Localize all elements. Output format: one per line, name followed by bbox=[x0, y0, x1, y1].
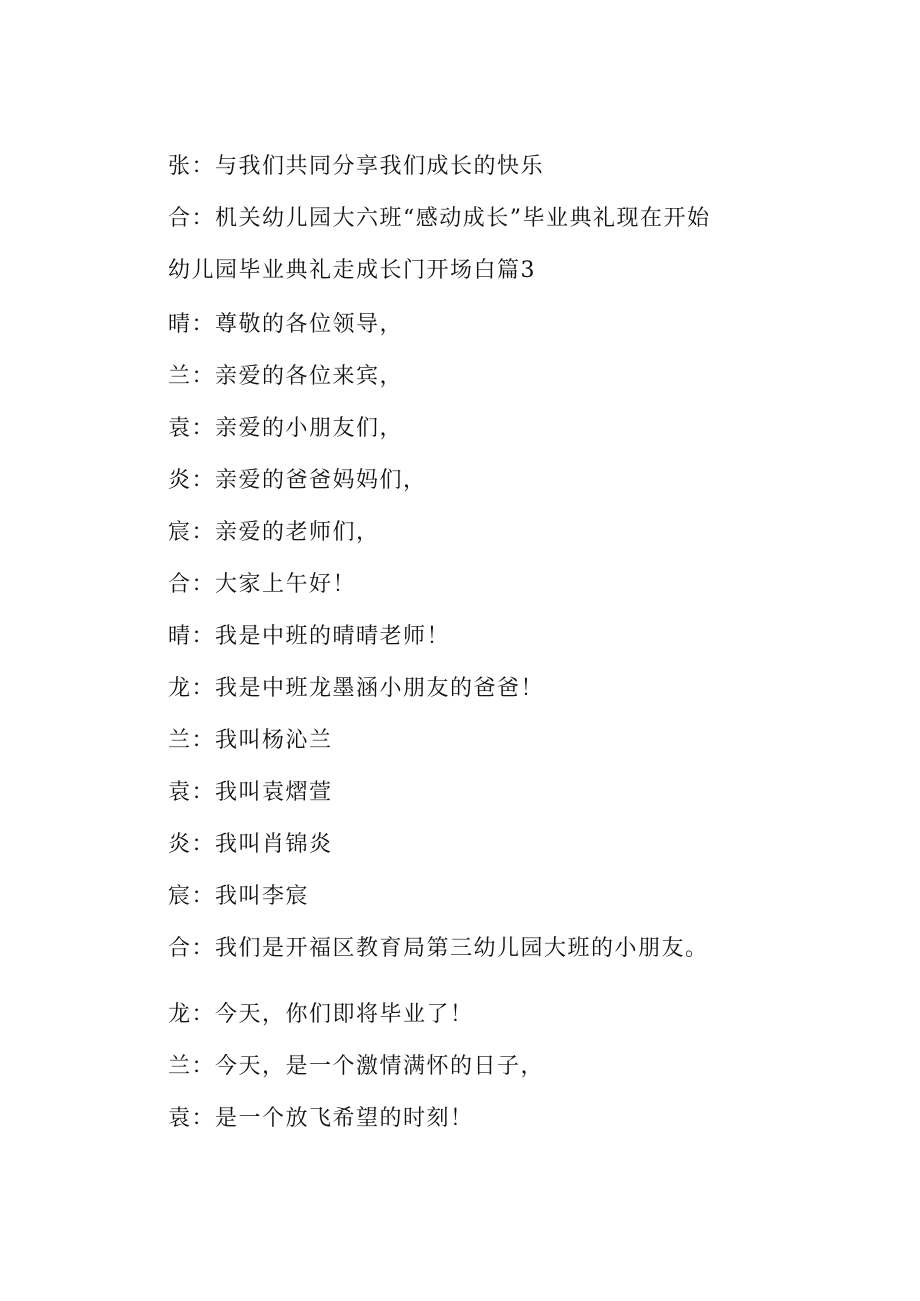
text-line: 炎：亲爱的爸爸妈妈们， bbox=[168, 468, 427, 493]
text-line: 张：与我们共同分享我们成长的快乐 bbox=[168, 154, 545, 179]
text-line: 兰：亲爱的各位来宾， bbox=[168, 364, 404, 389]
text-line: 宸：亲爱的老师们， bbox=[168, 520, 380, 545]
text-line: 合：机关幼儿园大六班“感动成长”毕业典礼现在开始 bbox=[168, 206, 711, 231]
text-line: 龙：我是中班龙墨涵小朋友的爸爸！ bbox=[168, 676, 545, 701]
text-line: 兰：我叫杨沁兰 bbox=[168, 728, 333, 753]
text-line: 炎：我叫肖锦炎 bbox=[168, 832, 333, 857]
text-line: 袁：亲爱的小朋友们， bbox=[168, 416, 404, 441]
text-line: 袁：我叫袁熠萱 bbox=[168, 780, 333, 805]
section-heading: 幼儿园毕业典礼走成长门开场白篇3 bbox=[168, 258, 536, 283]
text-line: 晴：我是中班的晴晴老师！ bbox=[168, 624, 451, 649]
text-line: 兰：今天，是一个激情满怀的日子， bbox=[168, 1054, 545, 1079]
text-line: 宸：我叫李宸 bbox=[168, 884, 310, 909]
text-line: 龙：今天，你们即将毕业了！ bbox=[168, 1002, 474, 1027]
text-line: 袁：是一个放飞希望的时刻！ bbox=[168, 1106, 474, 1131]
text-line: 晴：尊敬的各位领导， bbox=[168, 312, 404, 337]
text-line: 合：我们是开福区教育局第三幼儿园大班的小朋友。 bbox=[168, 936, 709, 961]
text-line: 合：大家上午好！ bbox=[168, 572, 357, 597]
